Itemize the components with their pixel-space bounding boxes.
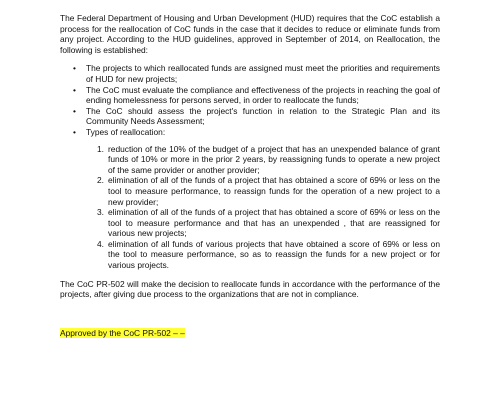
list-item [73, 84, 440, 106]
approval-line [60, 328, 440, 339]
list-item [73, 126, 440, 271]
approval-highlight: Approved by the CoC PR-502 – – [60, 327, 185, 338]
numbered-item [97, 207, 440, 239]
numbered-item [97, 238, 440, 271]
document-page [60, 13, 440, 338]
item-number: 2. [97, 175, 104, 186]
numbered-item-text: elimination of all of the funds of a project that has obtained a score of 69% or less on the tool to measure performance, to reassign funds for the operation of a new project to a new provider; [108, 175, 440, 207]
numbered-item-text: elimination of all of the funds of a project that has obtained a score of 69% or less on the tool to measure performance and that has an unexpended , that are reassigned for various new projects; [108, 207, 440, 239]
requirements-list [60, 63, 440, 270]
bullet-icon: • [73, 63, 76, 74]
item-number: 3. [97, 207, 104, 218]
numbered-item-text: reduction of the 10% of the budget of a project that has an unexpended balance of grant funds of 10% or more in the prior 2 years, by reassigning funds to operate a new project of the same provider or another provider; [108, 143, 440, 175]
list-item-text: The CoC must evaluate the compliance and effectiveness of the projects in reaching the goal of ending homelessness for persons served, in order to reallocate the funds; [86, 84, 440, 106]
bullet-icon: • [73, 84, 76, 95]
bullet-icon: • [73, 105, 76, 116]
list-item-text: Types of reallocation: [86, 126, 166, 137]
bullet-icon: • [73, 126, 76, 137]
closing-paragraph: The CoC PR-502 will make the decision to reallocate funds in accordance with the performance of the projects, after giving due process to the organizations that are not in compliance. [60, 278, 440, 300]
intro-paragraph: The Federal Department of Housing and Urban Development (HUD) requires that the CoC establish a process for the reallocation of CoC funds in the case that it decides to reduce or eliminate funds from any project. According to the HUD guidelines, approved in September of 2014, on Reallocation, the following is established: [60, 13, 440, 55]
list-item-text: The projects to which reallocated funds are assigned must meet the priorities and requirements of HUD for new projects; [86, 63, 440, 84]
list-item [73, 105, 440, 127]
list-item [73, 63, 440, 84]
item-number: 1. [97, 143, 104, 154]
numbered-item [97, 175, 440, 207]
item-number: 4. [97, 238, 104, 249]
list-item-text: The CoC should assess the project's function in relation to the Strategic Plan and its Community Needs Assessment; [86, 105, 440, 127]
numbered-item-text: elimination of all funds of various projects that have obtained a score of 69% or less on the tool to measure performance, so as to reassign the funds for a new project or for various projects. [108, 238, 440, 271]
numbered-item [97, 143, 440, 176]
reallocation-types-list [86, 144, 440, 271]
